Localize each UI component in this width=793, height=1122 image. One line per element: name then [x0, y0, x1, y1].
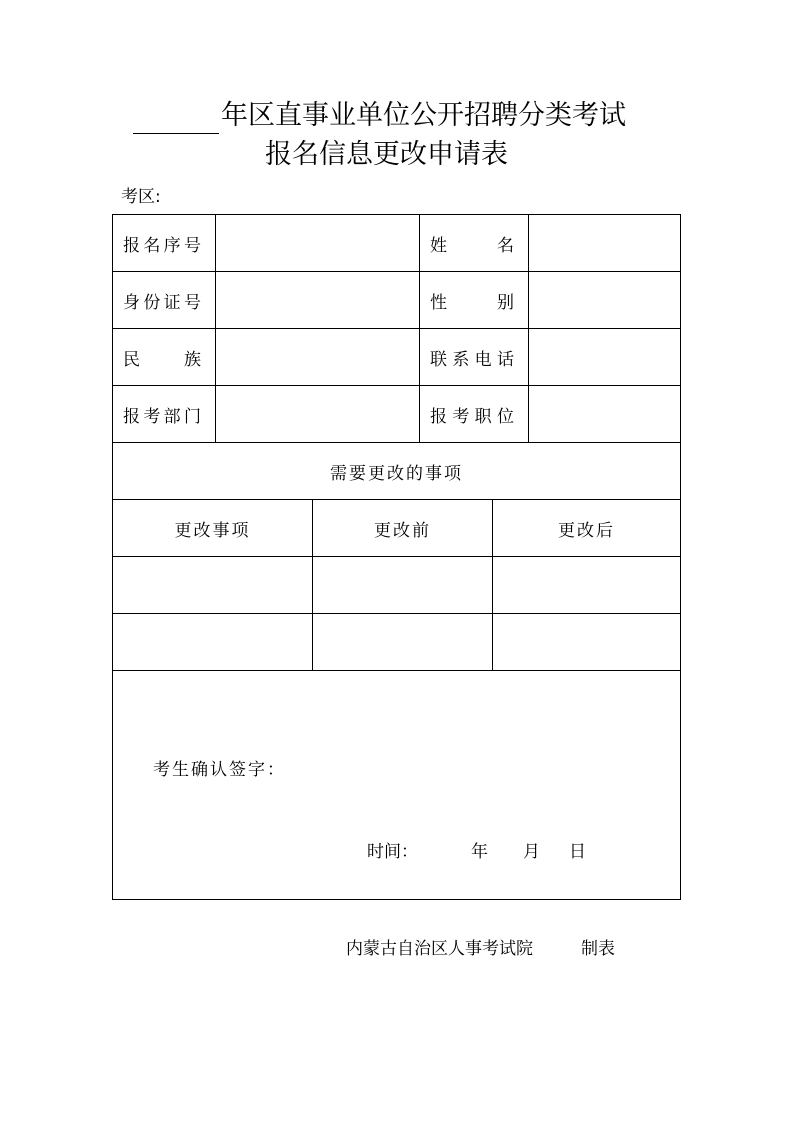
- change-row: [113, 614, 681, 671]
- gender-label: 性 别: [420, 272, 529, 329]
- day-label: 日: [569, 842, 586, 862]
- registration-number-label: 报名序号: [113, 215, 216, 272]
- position-field[interactable]: [529, 386, 681, 443]
- form-title-line1: [133, 98, 673, 134]
- changes-section-header-row: [113, 443, 681, 500]
- position-label: 报考职位: [420, 386, 529, 443]
- name-field[interactable]: [529, 215, 681, 272]
- application-form-table: [112, 214, 681, 900]
- phone-label: 联系电话: [420, 329, 529, 386]
- id-number-label: 身份证号: [113, 272, 216, 329]
- id-number-field[interactable]: [216, 272, 420, 329]
- registration-number-field[interactable]: [216, 215, 420, 272]
- ethnicity-field[interactable]: [216, 329, 420, 386]
- signature-cell[interactable]: [113, 671, 681, 900]
- footer: [346, 934, 615, 959]
- change-row: [113, 557, 681, 614]
- year-blank: [133, 103, 219, 134]
- year-label: 年: [471, 842, 488, 862]
- form-title-line2: 报名信息更改申请表: [265, 139, 508, 170]
- info-row: [113, 386, 681, 443]
- signature-row: [113, 671, 681, 900]
- signature-date-row: [367, 837, 586, 862]
- change-item-field[interactable]: [113, 614, 313, 671]
- gender-field[interactable]: [529, 272, 681, 329]
- before-change-field[interactable]: [313, 557, 493, 614]
- time-label: 时间：: [367, 842, 418, 862]
- after-change-header: 更改后: [493, 500, 681, 557]
- after-change-field[interactable]: [493, 614, 681, 671]
- changes-column-header-row: [113, 500, 681, 557]
- change-item-field[interactable]: [113, 557, 313, 614]
- name-label: 姓 名: [420, 215, 529, 272]
- footer-suffix: 制表: [581, 939, 615, 959]
- before-change-header: 更改前: [313, 500, 493, 557]
- change-item-header: 更改事项: [113, 500, 313, 557]
- after-change-field[interactable]: [493, 557, 681, 614]
- before-change-field[interactable]: [313, 614, 493, 671]
- month-label: 月: [523, 842, 540, 862]
- changes-section-title: 需要更改的事项: [113, 443, 681, 500]
- ethnicity-label: 民 族: [113, 329, 216, 386]
- exam-area-label: 考区:: [121, 187, 161, 207]
- info-row: [113, 272, 681, 329]
- phone-field[interactable]: [529, 329, 681, 386]
- info-row: [113, 329, 681, 386]
- footer-org: 内蒙古自治区人事考试院: [346, 939, 533, 959]
- department-field[interactable]: [216, 386, 420, 443]
- candidate-signature-label: 考生确认签字：: [153, 760, 286, 780]
- info-row: [113, 215, 681, 272]
- title-text-line1: 年区直事业单位公开招聘分类考试: [221, 100, 626, 131]
- department-label: 报考部门: [113, 386, 216, 443]
